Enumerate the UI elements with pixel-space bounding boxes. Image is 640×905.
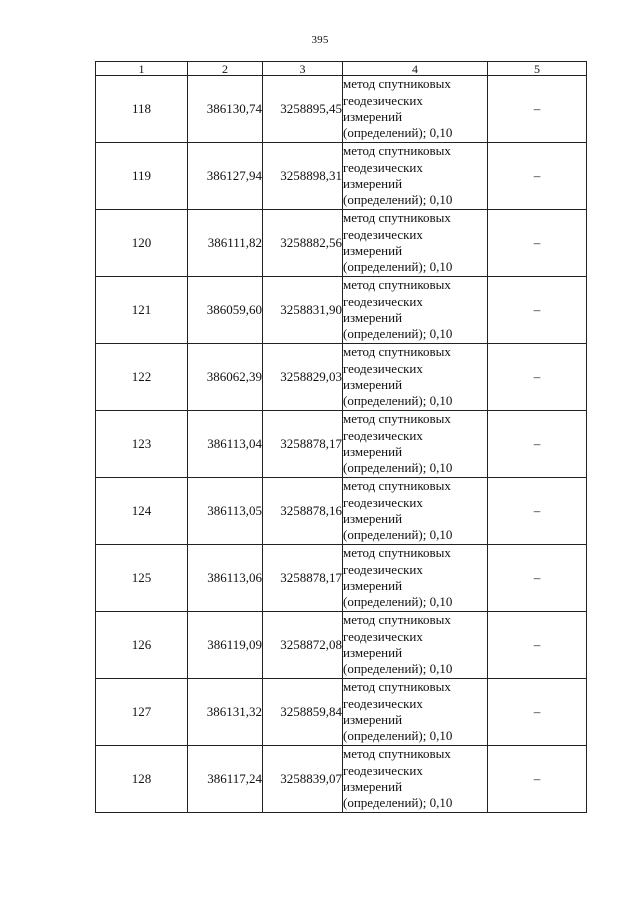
note-cell: – [488, 612, 587, 679]
method-line: измерений [343, 578, 403, 593]
method-line: метод спутниковых [343, 143, 451, 159]
point-number: 128 [96, 746, 188, 813]
method-line: измерений [343, 176, 403, 191]
note-cell: – [488, 277, 587, 344]
coordinate-y: 3258898,31 [263, 143, 343, 210]
point-number: 126 [96, 612, 188, 679]
method-line: геодезических [343, 561, 423, 577]
coordinate-y: 3258859,84 [263, 679, 343, 746]
method-cell [343, 746, 488, 813]
point-number: 122 [96, 344, 188, 411]
table-row [96, 545, 587, 612]
point-number: 119 [96, 143, 188, 210]
method-line: геодезических [343, 695, 423, 711]
coordinate-y: 3258878,17 [263, 545, 343, 612]
method-line: измерений [343, 645, 403, 660]
table-row [96, 344, 587, 411]
note-cell: – [488, 344, 587, 411]
note-cell: – [488, 76, 587, 143]
coordinate-y: 3258878,16 [263, 478, 343, 545]
method-line: измерений [343, 377, 403, 392]
method-line: метод спутниковых [343, 746, 451, 762]
coordinate-x: 386131,32 [188, 679, 263, 746]
method-line: (определений); 0,10 [343, 393, 453, 409]
method-line: метод спутниковых [343, 545, 451, 561]
table-row [96, 612, 587, 679]
method-cell [343, 679, 488, 746]
column-header-4: 4 [343, 62, 488, 76]
note-cell: – [488, 210, 587, 277]
method-line: (определений); 0,10 [343, 661, 453, 677]
note-cell: – [488, 746, 587, 813]
point-number: 123 [96, 411, 188, 478]
note-cell: – [488, 143, 587, 210]
method-line: метод спутниковых [343, 612, 451, 628]
method-line: геодезических [343, 762, 423, 778]
coordinate-x: 386127,94 [188, 143, 263, 210]
note-cell: – [488, 411, 587, 478]
point-number: 124 [96, 478, 188, 545]
method-line: (определений); 0,10 [343, 259, 453, 275]
method-line: геодезических [343, 226, 423, 242]
coordinate-x: 386111,82 [188, 210, 263, 277]
method-line: метод спутниковых [343, 679, 451, 695]
method-cell [343, 411, 488, 478]
point-number: 125 [96, 545, 188, 612]
coordinate-y: 3258882,56 [263, 210, 343, 277]
method-line: метод спутниковых [343, 277, 451, 293]
method-line: геодезических [343, 494, 423, 510]
table-row [96, 679, 587, 746]
point-number: 121 [96, 277, 188, 344]
method-line: геодезических [343, 628, 423, 644]
method-line: метод спутниковых [343, 210, 451, 226]
coordinate-x: 386119,09 [188, 612, 263, 679]
column-header-2: 2 [188, 62, 263, 76]
method-line: метод спутниковых [343, 411, 451, 427]
method-line: (определений); 0,10 [343, 728, 453, 744]
coordinate-x: 386113,05 [188, 478, 263, 545]
method-line: геодезических [343, 159, 423, 175]
point-number: 120 [96, 210, 188, 277]
method-line: метод спутниковых [343, 76, 451, 92]
point-number: 127 [96, 679, 188, 746]
coordinate-y: 3258831,90 [263, 277, 343, 344]
method-line: (определений); 0,10 [343, 326, 453, 342]
method-cell [343, 143, 488, 210]
method-line: метод спутниковых [343, 478, 451, 494]
method-line: (определений); 0,10 [343, 594, 453, 610]
note-cell: – [488, 679, 587, 746]
coordinate-x: 386062,39 [188, 344, 263, 411]
method-line: измерений [343, 243, 403, 258]
coordinate-x: 386117,24 [188, 746, 263, 813]
column-header-1: 1 [96, 62, 188, 76]
column-header-3: 3 [263, 62, 343, 76]
coordinate-y: 3258872,08 [263, 612, 343, 679]
coordinate-y: 3258878,17 [263, 411, 343, 478]
table-header-row [96, 62, 587, 76]
method-line: измерений [343, 712, 403, 727]
table-row [96, 746, 587, 813]
method-cell [343, 76, 488, 143]
note-cell: – [488, 545, 587, 612]
method-line: измерений [343, 511, 403, 526]
coordinate-x: 386059,60 [188, 277, 263, 344]
coordinate-x: 386113,06 [188, 545, 263, 612]
table-row [96, 478, 587, 545]
column-header-5: 5 [488, 62, 587, 76]
method-line: измерений [343, 109, 403, 124]
table-row [96, 76, 587, 143]
coordinate-y: 3258839,07 [263, 746, 343, 813]
method-line: измерений [343, 444, 403, 459]
table-row [96, 143, 587, 210]
note-cell: – [488, 478, 587, 545]
method-cell [343, 210, 488, 277]
method-line: (определений); 0,10 [343, 527, 453, 543]
point-number: 118 [96, 76, 188, 143]
table-row [96, 277, 587, 344]
coordinate-y: 3258895,45 [263, 76, 343, 143]
method-line: (определений); 0,10 [343, 192, 453, 208]
method-cell [343, 545, 488, 612]
method-cell [343, 277, 488, 344]
method-line: измерений [343, 779, 403, 794]
method-line: геодезических [343, 293, 423, 309]
method-line: измерений [343, 310, 403, 325]
method-line: геодезических [343, 360, 423, 376]
page-number: 395 [311, 34, 329, 46]
table-row [96, 210, 587, 277]
coordinate-x: 386113,04 [188, 411, 263, 478]
method-line: геодезических [343, 92, 423, 108]
method-cell [343, 478, 488, 545]
method-cell [343, 612, 488, 679]
coordinate-y: 3258829,03 [263, 344, 343, 411]
method-line: (определений); 0,10 [343, 460, 453, 476]
method-line: (определений); 0,10 [343, 125, 453, 141]
table-row [96, 411, 587, 478]
method-line: геодезических [343, 427, 423, 443]
method-cell [343, 344, 488, 411]
method-line: (определений); 0,10 [343, 795, 453, 811]
method-line: метод спутниковых [343, 344, 451, 360]
coordinates-table [95, 61, 587, 813]
coordinate-x: 386130,74 [188, 76, 263, 143]
